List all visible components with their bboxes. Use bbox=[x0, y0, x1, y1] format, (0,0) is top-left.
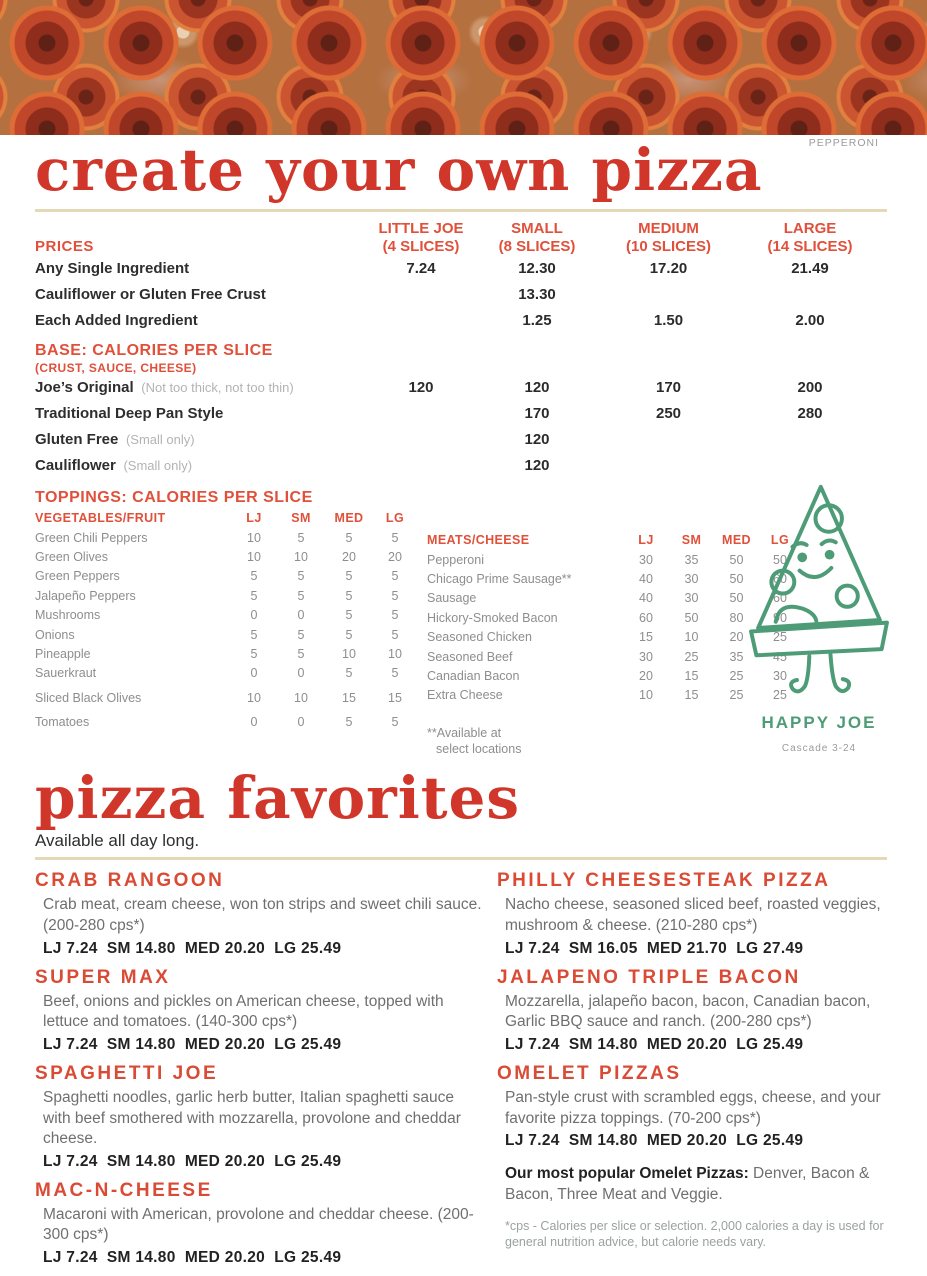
row-value: 250 bbox=[655, 405, 682, 423]
topping-value: 10 bbox=[388, 646, 402, 661]
size-column-header bbox=[740, 220, 880, 255]
topping-label: Onions bbox=[35, 627, 75, 642]
toppings-row bbox=[427, 608, 787, 627]
row-value: 170 bbox=[655, 379, 682, 397]
toppings-row bbox=[427, 550, 787, 569]
topping-value: 5 bbox=[345, 627, 353, 642]
topping-value: 25 bbox=[684, 649, 699, 664]
favorite-name: CRAB RANGOON bbox=[35, 870, 225, 892]
size-slices: (14 SLICES) bbox=[767, 237, 853, 255]
topping-value: 5 bbox=[250, 569, 258, 584]
row-label: Each Added Ingredient bbox=[35, 311, 198, 329]
toppings-col-header: LG bbox=[770, 532, 790, 547]
topping-value: 30 bbox=[773, 668, 787, 683]
topping-value: 0 bbox=[250, 715, 258, 730]
favorite-description: Macaroni with American, provolone and cheddar cheese. (200-300 cps*) bbox=[43, 1205, 474, 1244]
topping-value: 45 bbox=[773, 649, 787, 664]
toppings-col-header: LJ bbox=[246, 510, 262, 525]
row-value: 17.20 bbox=[649, 259, 688, 277]
topping-label: Sauerkraut bbox=[35, 666, 97, 681]
topping-value: 10 bbox=[342, 646, 356, 661]
topping-value: 15 bbox=[684, 688, 699, 703]
favorite-prices: LJ 7.24 SM 14.80 MED 20.20 LG 25.49 bbox=[505, 1132, 804, 1150]
topping-label: Jalapeño Peppers bbox=[35, 588, 136, 603]
topping-value: 5 bbox=[297, 569, 305, 584]
row-label: Gluten Free (Small only) bbox=[35, 431, 195, 449]
popular-omelet-pizzas bbox=[497, 1164, 887, 1206]
prices-rows bbox=[35, 255, 887, 333]
row-label: Cauliflower or Gluten Free Crust bbox=[35, 285, 266, 303]
divider bbox=[35, 209, 887, 212]
topping-value: 30 bbox=[639, 649, 653, 664]
topping-value: 30 bbox=[684, 572, 699, 587]
toppings-row bbox=[35, 528, 427, 547]
row-value: 120 bbox=[524, 431, 550, 449]
price-row bbox=[35, 307, 887, 333]
pizza-slice-mascot-icon bbox=[744, 476, 894, 704]
favorite-item bbox=[35, 1063, 483, 1171]
topping-value: 5 bbox=[391, 569, 399, 584]
favorite-item bbox=[497, 1063, 887, 1150]
topping-value: 90 bbox=[773, 610, 787, 625]
row-note: (Small only) bbox=[122, 432, 195, 448]
toppings-row bbox=[427, 589, 787, 608]
topping-value: 50 bbox=[729, 572, 744, 587]
toppings-col-header: LJ bbox=[638, 532, 654, 547]
toppings-row bbox=[35, 625, 427, 644]
favorite-prices: LJ 7.24 SM 14.80 MED 20.20 LG 25.49 bbox=[43, 1152, 342, 1170]
meats-footnote bbox=[427, 725, 783, 758]
topping-label: Seasoned Chicken bbox=[427, 630, 532, 645]
topping-value: 5 bbox=[391, 715, 399, 730]
favorite-description: Spaghetti noodles, garlic herb butter, Italian spaghetti sauce with beef smothered with mozzarella, provolone and cheddar cheese. bbox=[43, 1088, 461, 1148]
topping-value: 5 bbox=[297, 588, 305, 603]
favorite-description: Mozzarella, jalapeño bacon, bacon, Canadian bacon, Garlic BBQ sauce and ranch. (200-280 cps*) bbox=[505, 992, 871, 1031]
topping-value: 5 bbox=[345, 569, 353, 584]
favorites-subtitle: Available all day long. bbox=[35, 831, 200, 851]
topping-value: 60 bbox=[773, 591, 787, 606]
popular-bold: Our most popular Omelet Pizzas: bbox=[505, 1165, 749, 1183]
topping-label: Sliced Black Olives bbox=[35, 690, 142, 705]
base-row bbox=[35, 375, 887, 401]
row-value: 200 bbox=[797, 379, 823, 397]
favorite-name: MAC-N-CHEESE bbox=[35, 1179, 213, 1201]
prices-header bbox=[35, 220, 887, 255]
toppings-row bbox=[427, 569, 787, 588]
topping-value: 5 bbox=[250, 588, 258, 603]
topping-value: 5 bbox=[345, 588, 353, 603]
topping-value: 40 bbox=[639, 591, 653, 606]
toppings-row bbox=[427, 666, 787, 685]
row-value: 21.49 bbox=[791, 259, 829, 277]
favorites-left-column bbox=[35, 870, 483, 1275]
topping-label: Green Olives bbox=[35, 550, 108, 565]
toppings-row bbox=[35, 688, 427, 707]
topping-value: 5 bbox=[297, 627, 305, 642]
meats-footnote-line2: select locations bbox=[436, 742, 522, 757]
toppings-row bbox=[35, 644, 427, 663]
page-title: create your own pizza bbox=[35, 136, 763, 204]
base-row bbox=[35, 427, 887, 453]
vegetables-heading: VEGETABLES/FRUIT bbox=[35, 510, 166, 525]
topping-value: 0 bbox=[297, 608, 305, 623]
price-row bbox=[35, 281, 887, 307]
toppings-row bbox=[427, 627, 787, 646]
topping-value: 10 bbox=[684, 630, 699, 645]
topping-value: 5 bbox=[391, 666, 399, 681]
row-value: 2.00 bbox=[795, 311, 825, 329]
meats-heading: MEATS/CHEESE bbox=[427, 532, 530, 547]
favorite-description: Crab meat, cream cheese, won ton strips and sweet chili sauce. (200-280 cps*) bbox=[43, 896, 482, 935]
topping-value: 60 bbox=[773, 572, 787, 587]
photo-caption: PEPPERONI bbox=[808, 137, 879, 149]
favorite-name: SUPER MAX bbox=[35, 966, 171, 988]
size-slices: (8 SLICES) bbox=[498, 237, 576, 255]
row-value: 120 bbox=[524, 457, 550, 475]
topping-label: Seasoned Beef bbox=[427, 649, 513, 664]
toppings-col-header: LG bbox=[385, 510, 405, 525]
topping-value: 5 bbox=[391, 588, 399, 603]
row-value: 170 bbox=[524, 405, 550, 423]
size-name: LARGE bbox=[783, 220, 837, 237]
topping-value: 20 bbox=[388, 550, 402, 565]
favorites-title: pizza favorites bbox=[35, 764, 521, 833]
size-name: LITTLE JOE bbox=[378, 220, 464, 237]
favorite-name: SPAGHETTI JOE bbox=[35, 1062, 219, 1084]
favorite-item bbox=[35, 967, 483, 1054]
topping-value: 15 bbox=[342, 690, 356, 705]
topping-value: 5 bbox=[391, 530, 399, 545]
cps-footnote: *cps - Calories per slice or selection. 2,000 calories a day is used for general nutrition advice, but calorie needs vary. bbox=[505, 1218, 884, 1250]
favorite-item bbox=[35, 1180, 483, 1267]
toppings-row bbox=[35, 664, 427, 683]
topping-label: Mushrooms bbox=[35, 608, 101, 623]
favorite-prices: LJ 7.24 SM 14.80 MED 20.20 LG 25.49 bbox=[43, 939, 342, 957]
topping-value: 20 bbox=[729, 630, 744, 645]
topping-value: 50 bbox=[729, 552, 744, 567]
row-value: 7.24 bbox=[406, 259, 436, 277]
topping-value: 15 bbox=[388, 690, 402, 705]
base-section-heading bbox=[35, 341, 887, 375]
favorite-item bbox=[497, 967, 887, 1054]
divider bbox=[35, 857, 887, 860]
topping-value: 10 bbox=[294, 550, 308, 565]
topping-value: 5 bbox=[391, 627, 399, 642]
topping-value: 0 bbox=[297, 715, 305, 730]
topping-value: 25 bbox=[773, 630, 787, 645]
topping-label: Sausage bbox=[427, 591, 477, 606]
topping-value: 5 bbox=[345, 530, 353, 545]
size-name: MEDIUM bbox=[638, 220, 699, 237]
topping-value: 20 bbox=[639, 668, 653, 683]
toppings-row bbox=[35, 605, 427, 624]
topping-value: 5 bbox=[345, 666, 353, 681]
topping-value: 25 bbox=[729, 688, 744, 703]
topping-label: Pepperoni bbox=[427, 552, 484, 567]
topping-value: 5 bbox=[250, 646, 258, 661]
toppings-row bbox=[427, 647, 787, 666]
topping-value: 10 bbox=[247, 690, 261, 705]
topping-value: 50 bbox=[773, 552, 787, 567]
topping-value: 5 bbox=[345, 608, 353, 623]
mascot-name: HAPPY JOE bbox=[761, 713, 877, 732]
base-row bbox=[35, 401, 887, 427]
prices-heading: PRICES bbox=[35, 238, 94, 256]
topping-label: Tomatoes bbox=[35, 715, 90, 730]
toppings-col-header: SM bbox=[291, 510, 311, 525]
base-subheading: (CRUST, SAUCE, CHEESE) bbox=[35, 360, 197, 375]
row-label: Traditional Deep Pan Style bbox=[35, 405, 224, 423]
topping-label: Extra Cheese bbox=[427, 688, 503, 703]
topping-value: 10 bbox=[294, 690, 308, 705]
row-value: 120 bbox=[408, 379, 434, 397]
toppings-heading: TOPPINGS: CALORIES PER SLICE bbox=[35, 488, 313, 506]
topping-label: Pineapple bbox=[35, 646, 91, 661]
row-note: (Not too thick, not too thin) bbox=[137, 380, 294, 396]
favorite-name: OMELET PIZZAS bbox=[497, 1062, 682, 1084]
vegetables-table bbox=[35, 511, 427, 758]
row-value: 1.50 bbox=[653, 311, 684, 329]
row-value: 1.25 bbox=[522, 311, 552, 329]
topping-value: 5 bbox=[297, 646, 305, 661]
size-name: SMALL bbox=[511, 220, 563, 237]
meats-footnote-line1: **Available at bbox=[427, 725, 502, 740]
toppings-table-header bbox=[35, 511, 427, 525]
topping-value: 0 bbox=[297, 666, 305, 681]
toppings-row bbox=[35, 567, 427, 586]
mascot-caption: Cascade 3-24 bbox=[781, 743, 857, 754]
topping-value: 60 bbox=[639, 610, 653, 625]
topping-value: 25 bbox=[773, 688, 787, 703]
size-slices: (10 SLICES) bbox=[625, 237, 712, 255]
topping-value: 5 bbox=[297, 530, 305, 545]
row-value: 120 bbox=[524, 379, 550, 397]
topping-value: 30 bbox=[639, 552, 653, 567]
topping-value: 50 bbox=[729, 591, 744, 606]
size-column-header bbox=[597, 220, 740, 255]
favorite-prices: LJ 7.24 SM 14.80 MED 20.20 LG 25.49 bbox=[43, 1248, 342, 1266]
favorite-description: Nacho cheese, seasoned sliced beef, roasted veggies, mushroom & cheese. (210-280 cps*) bbox=[505, 896, 881, 935]
meats-table bbox=[427, 532, 790, 705]
topping-value: 15 bbox=[684, 668, 699, 683]
topping-label: Green Peppers bbox=[35, 569, 120, 584]
topping-value: 15 bbox=[639, 630, 653, 645]
base-rows bbox=[35, 375, 887, 479]
topping-value: 50 bbox=[684, 610, 699, 625]
price-row bbox=[35, 255, 887, 281]
toppings-row bbox=[35, 712, 427, 731]
happy-joe-mascot bbox=[735, 476, 903, 754]
topping-label: Green Chili Peppers bbox=[35, 530, 148, 545]
topping-value: 10 bbox=[247, 530, 261, 545]
toppings-row bbox=[427, 686, 787, 705]
topping-label: Chicago Prime Sausage** bbox=[427, 572, 572, 587]
favorite-prices: LJ 7.24 SM 14.80 MED 20.20 LG 25.49 bbox=[43, 1035, 342, 1053]
row-label: Any Single Ingredient bbox=[35, 259, 190, 277]
favorite-prices: LJ 7.24 SM 14.80 MED 20.20 LG 25.49 bbox=[505, 1035, 804, 1053]
topping-value: 35 bbox=[684, 552, 699, 567]
favorite-prices: LJ 7.24 SM 16.05 MED 21.70 LG 27.49 bbox=[505, 939, 804, 957]
topping-value: 35 bbox=[729, 649, 744, 664]
row-note: (Small only) bbox=[119, 458, 193, 474]
base-heading: BASE: CALORIES PER SLICE bbox=[35, 342, 273, 360]
topping-value: 20 bbox=[342, 550, 356, 565]
topping-label: Canadian Bacon bbox=[427, 668, 520, 683]
toppings-col-header: MED bbox=[722, 532, 751, 547]
topping-value: 25 bbox=[729, 668, 744, 683]
toppings-col-header: MED bbox=[334, 510, 364, 525]
topping-value: 5 bbox=[250, 627, 258, 642]
favorite-description: Beef, onions and pickles on American cheese, topped with lettuce and tomatoes. (140-300 cps*) bbox=[43, 992, 444, 1031]
topping-value: 10 bbox=[639, 688, 653, 703]
row-label: Joe’s Original (Not too thick, not too thin) bbox=[35, 379, 294, 397]
size-column-header bbox=[477, 220, 597, 255]
row-value: 12.30 bbox=[518, 259, 556, 277]
row-value: 13.30 bbox=[518, 285, 556, 303]
topping-value: 0 bbox=[250, 608, 258, 623]
topping-value: 40 bbox=[639, 572, 653, 587]
toppings-row bbox=[35, 547, 427, 566]
favorite-name: PHILLY CHEESESTEAK PIZZA bbox=[497, 870, 831, 892]
topping-value: 5 bbox=[391, 608, 399, 623]
favorite-name: JALAPENO TRIPLE BACON bbox=[497, 966, 801, 988]
favorite-item bbox=[35, 870, 483, 957]
size-slices: (4 SLICES) bbox=[382, 237, 460, 255]
size-column-header bbox=[365, 220, 477, 255]
topping-value: 5 bbox=[345, 715, 353, 730]
popular-rest: Denver, Bacon & Bacon, Three Meat and Veggie. bbox=[505, 1165, 870, 1204]
favorite-item bbox=[497, 870, 887, 957]
toppings-col-header: SM bbox=[681, 532, 702, 547]
pepperoni-pizza-photo bbox=[0, 0, 927, 135]
topping-value: 30 bbox=[684, 591, 699, 606]
topping-value: 80 bbox=[729, 610, 744, 625]
topping-label: Hickory-Smoked Bacon bbox=[427, 610, 558, 625]
favorites-right-column bbox=[497, 870, 887, 1275]
favorite-description: Pan-style crust with scrambled eggs, cheese, and your favorite pizza toppings. (70-200 cps*) bbox=[505, 1088, 881, 1127]
toppings-row bbox=[35, 586, 427, 605]
row-label: Cauliflower (Small only) bbox=[35, 457, 193, 475]
row-value: 280 bbox=[797, 405, 823, 423]
favorites-columns bbox=[35, 870, 887, 1275]
toppings-table-header bbox=[427, 532, 790, 547]
topping-value: 0 bbox=[250, 666, 258, 681]
topping-value: 10 bbox=[247, 550, 261, 565]
